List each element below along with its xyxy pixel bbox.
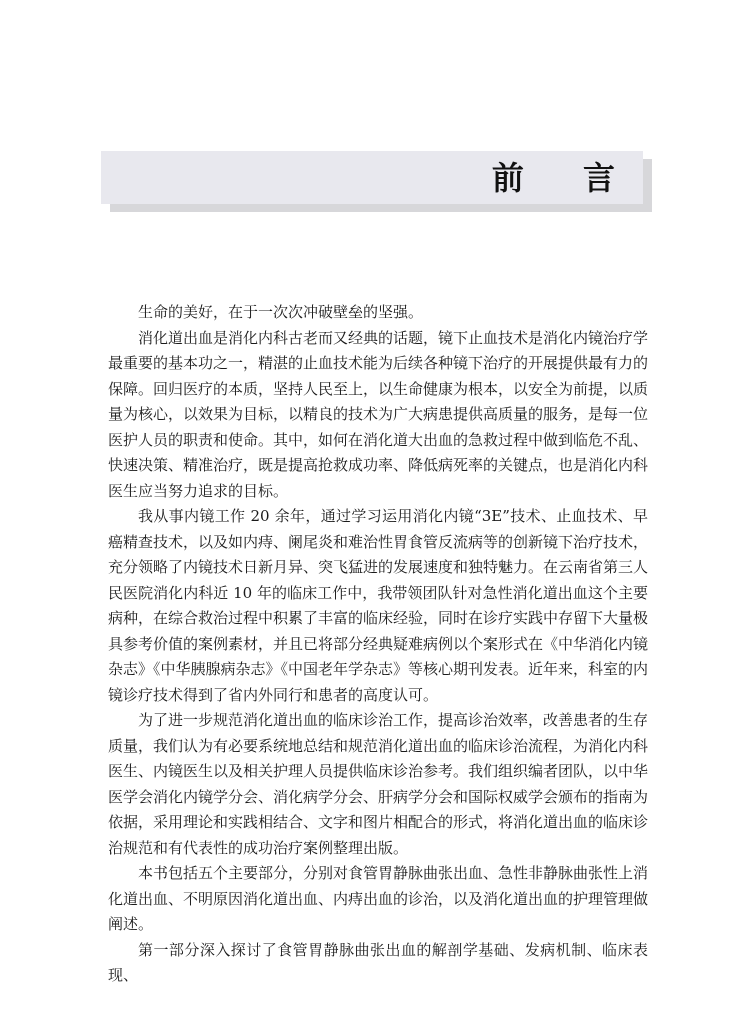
paragraph-2: 消化道出血是消化内科古老而又经典的话题，镜下止血技术是消化内镜治疗学最重要的基本功之一，精湛的止血技术能为后续各种镜下治疗的开展提供最有力的保障。回归医疗的本质，坚持人民至上，以生命健康为根本，以安全为前提，以质量为核心，以效果为目标，以精良的技术为广大病患提供高质量的服务，是每一位医护人员的职责和使命。其中，如何在消化道大出血的急救过程中做到临危不乱、快速决策、精准治疗，既是提高抢救成功率、降低病死率的关键点，也是消化内科医生应当努力追求的目标。 <box>108 328 649 500</box>
paragraph-5: 本书包括五个主要部分，分别对食管胃静脉曲张出血、急性非静脉曲张性上消化道出血、不明原因消化道出血、内痔出血的诊治，以及消化道出血的护理管理做阐述。 <box>108 864 649 933</box>
title-banner <box>101 151 643 204</box>
paragraph-3: 我从事内镜工作 20 余年，通过学习运用消化内镜“3E”技术、止血技术、早癌精查技术，以及如内痔、阑尾炎和难治性胃食管反流病等的创新镜下治疗技术，充分领略了内镜技术日新月异、突飞猛进的发展速度和独特魅力。在云南省第三人民医院消化内科近 10 年的临床工作中，我带领团队针对急性消化道出血这个主要病种，在综合救治过程中积累了丰富的临床经验，同时在诊疗实践中存留下大量极具参考价值的案例素材，并且已将部分经典疑难病例以个案形式在《中华消化内镜杂志》《中华胰腺病杂志》《中国老年学杂志》等核心期刊发表。近年来，科室的内镜诊疗技术得到了省内外同行和患者的高度认可。 <box>108 507 649 704</box>
preface-body <box>108 300 648 989</box>
page-title: 前 言 <box>491 159 639 197</box>
paragraph-6: 第一部分深入探讨了食管胃静脉曲张出血的解剖学基础、发病机制、临床表现、 <box>108 940 648 984</box>
paragraph-1: 生命的美好，在于一次次冲破壁垒的坚强。 <box>138 303 424 321</box>
paragraph-4: 为了进一步规范消化道出血的临床诊治工作，提高诊治效率，改善患者的生存质量，我们认为有必要系统地总结和规范消化道出血的临床诊治流程，为消化内科医生、内镜医生以及相关护理人员提供临床诊治参考。我们组织编者团队，以中华医学会消化内镜学分会、消化病学分会、肝病学分会和国际权威学会颁布的指南为依据，采用理论和实践相结合、文字和图片相配合的形式，将消化道出血的临床诊治规范和有代表性的成功治疗案例整理出版。 <box>108 711 649 857</box>
